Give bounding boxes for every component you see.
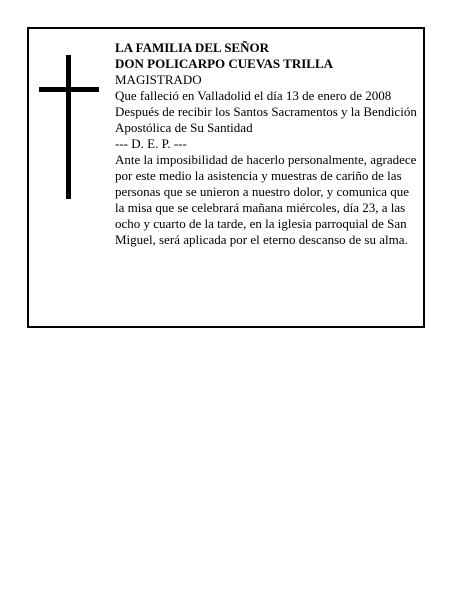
thanks-message: Ante la imposibilidad de hacerlo personalmente, agradece por este medio la asistencia y muestras de cariño de las personas que se unieron a nuestro dolor, y comunica que la misa que se celebrará mañana miércoles, día 23, a las ocho y cuarto de la tarde, en la iglesia parroquial de San Miguel, será aplicada por el eterno descanso de su alma. [115,152,417,247]
sacraments-info: Después de recibir los Santos Sacramentos y la Bendición Apostólica de Su Santidad [115,104,417,135]
notice-text [115,40,420,248]
cross-vertical-bar [66,55,71,199]
rip-line: --- D. E. P. --- [115,136,187,151]
death-info: Que falleció en Valladolid el día 13 de enero de 2008 [115,88,392,103]
cross-horizontal-bar [39,87,99,92]
cross-icon [39,55,99,199]
family-heading: LA FAMILIA DEL SEÑOR [115,40,269,55]
deceased-name: DON POLICARPO CUEVAS TRILLA [115,56,334,71]
obituary-notice [27,27,425,328]
deceased-title: MAGISTRADO [115,72,202,87]
